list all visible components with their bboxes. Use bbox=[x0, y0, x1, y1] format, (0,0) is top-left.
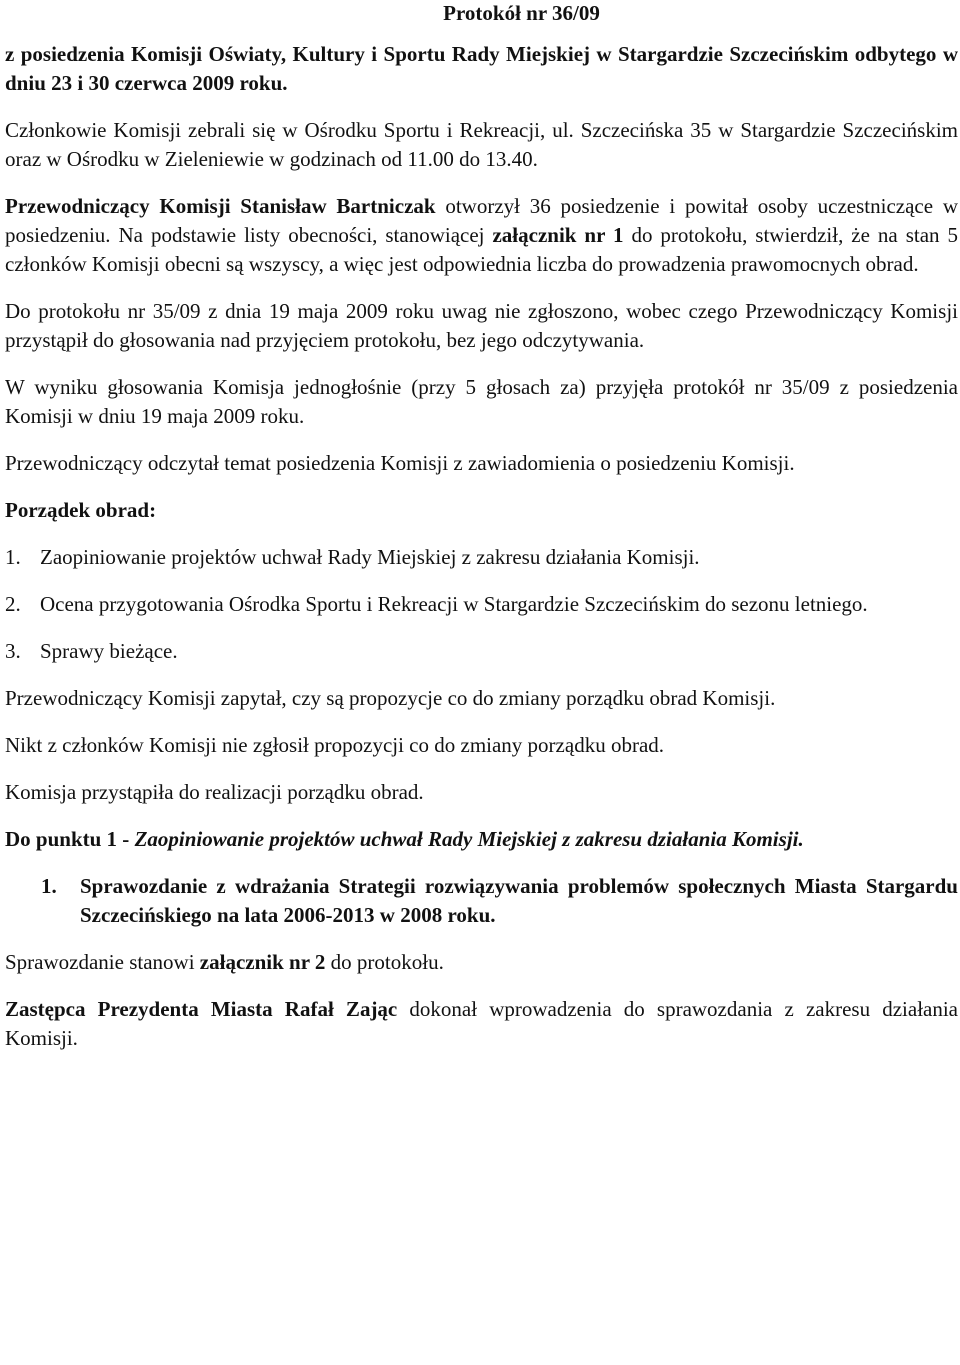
report-text-2: do protokołu. bbox=[325, 950, 444, 974]
report-paragraph bbox=[5, 948, 958, 977]
deputy-text: dokonał wprowadzenia do sprawozdania z zakresu działania Komisji. bbox=[5, 997, 959, 1050]
subitem-number: 1. bbox=[41, 874, 57, 898]
agenda-item bbox=[5, 637, 958, 666]
opening-text-1: otworzył 36 posiedzenie i powitał osoby uczestniczące w posiedzeniu. Na podstawie listy obecności, stanowiącej bbox=[5, 194, 959, 247]
attachment-1-label: załącznik nr 1 bbox=[492, 223, 624, 247]
title-text: Protokół nr 36/09 bbox=[443, 1, 600, 25]
question-paragraph: Przewodniczący Komisji zapytał, czy są propozycje co do zmiany porządku obrad Komisji. bbox=[5, 686, 776, 710]
attachment-2-label: załącznik nr 2 bbox=[199, 950, 326, 974]
opening-text-2: do protokołu, stwierdził, że na stan 5 członków Komisji obecni są wszyscy, a więc jest odpowiednia liczba do prowadzenia prawomocnych obrad. bbox=[5, 223, 958, 276]
point-1-subitem bbox=[5, 872, 958, 930]
opening-paragraph bbox=[5, 192, 958, 279]
agenda-item bbox=[5, 543, 958, 572]
agenda-item-number: 2. bbox=[5, 592, 21, 616]
location-paragraph: Członkowie Komisji zebrali się w Ośrodku Sportu i Rekreacji, ul. Szczecińska 35 w Stargardzie Szczecińskim oraz w Ośrodku w Zieleniewie w godzinach od 11.00 do 13.40. bbox=[5, 118, 958, 171]
deputy-paragraph bbox=[5, 995, 958, 1053]
intro-paragraph: z posiedzenia Komisji Oświaty, Kultury i Sportu Rady Miejskiej w Stargardzie Szczecińskim odbytego w dniu 23 i 30 czerwca 2009 roku. bbox=[5, 42, 958, 95]
vote-paragraph: W wyniku głosowania Komisja jednogłośnie (przy 5 głosach za) przyjęła protokół nr 35/09 z posiedzenia Komisji w dniu 19 maja 2009 roku. bbox=[5, 375, 958, 428]
no-proposals-paragraph: Nikt z członków Komisji nie zgłosił propozycji co do zmiany porządku obrad. bbox=[5, 733, 665, 757]
point-1-prefix: Do punktu 1 - bbox=[5, 827, 135, 851]
agenda-item-text: Sprawy bieżące. bbox=[40, 639, 178, 663]
topic-paragraph: Przewodniczący odczytał temat posiedzenia Komisji z zawiadomienia o posiedzeniu Komisji. bbox=[5, 451, 795, 475]
agenda-item-text: Ocena przygotowania Ośrodka Sportu i Rekreacji w Stargardzie Szczecińskim do sezonu letniego. bbox=[40, 592, 868, 616]
report-text-1: Sprawozdanie stanowi bbox=[5, 950, 200, 974]
prev-protocol-paragraph: Do protokołu nr 35/09 z dnia 19 maja 2009 roku uwag nie zgłoszono, wobec czego Przewodniczący Komisji przystąpił do głosowania nad przyjęciem protokołu, bez jego odczytywania. bbox=[5, 299, 958, 352]
point-1-heading bbox=[5, 825, 958, 854]
deputy-name: Zastępca Prezydenta Miasta Rafał Zając bbox=[5, 997, 398, 1021]
agenda-item-number: 1. bbox=[5, 545, 21, 569]
agenda-item-text: Zaopiniowanie projektów uchwał Rady Miejskiej z zakresu działania Komisji. bbox=[40, 545, 700, 569]
agenda-item-number: 3. bbox=[5, 639, 21, 663]
subitem-text: Sprawozdanie z wdrażania Strategii rozwiązywania problemów społecznych Miasta Stargardu Szczecińskiego na lata 2006-2013 w 2008 roku. bbox=[80, 874, 958, 927]
agenda-item bbox=[5, 590, 958, 619]
start-paragraph: Komisja przystąpiła do realizacji porządku obrad. bbox=[5, 780, 424, 804]
agenda-heading: Porządek obrad: bbox=[5, 498, 157, 522]
document-title bbox=[5, 0, 958, 40]
chair-name: Przewodniczący Komisji Stanisław Bartniczak bbox=[5, 194, 436, 218]
point-1-title: Zaopiniowanie projektów uchwał Rady Miejskiej z zakresu działania Komisji. bbox=[134, 827, 804, 851]
